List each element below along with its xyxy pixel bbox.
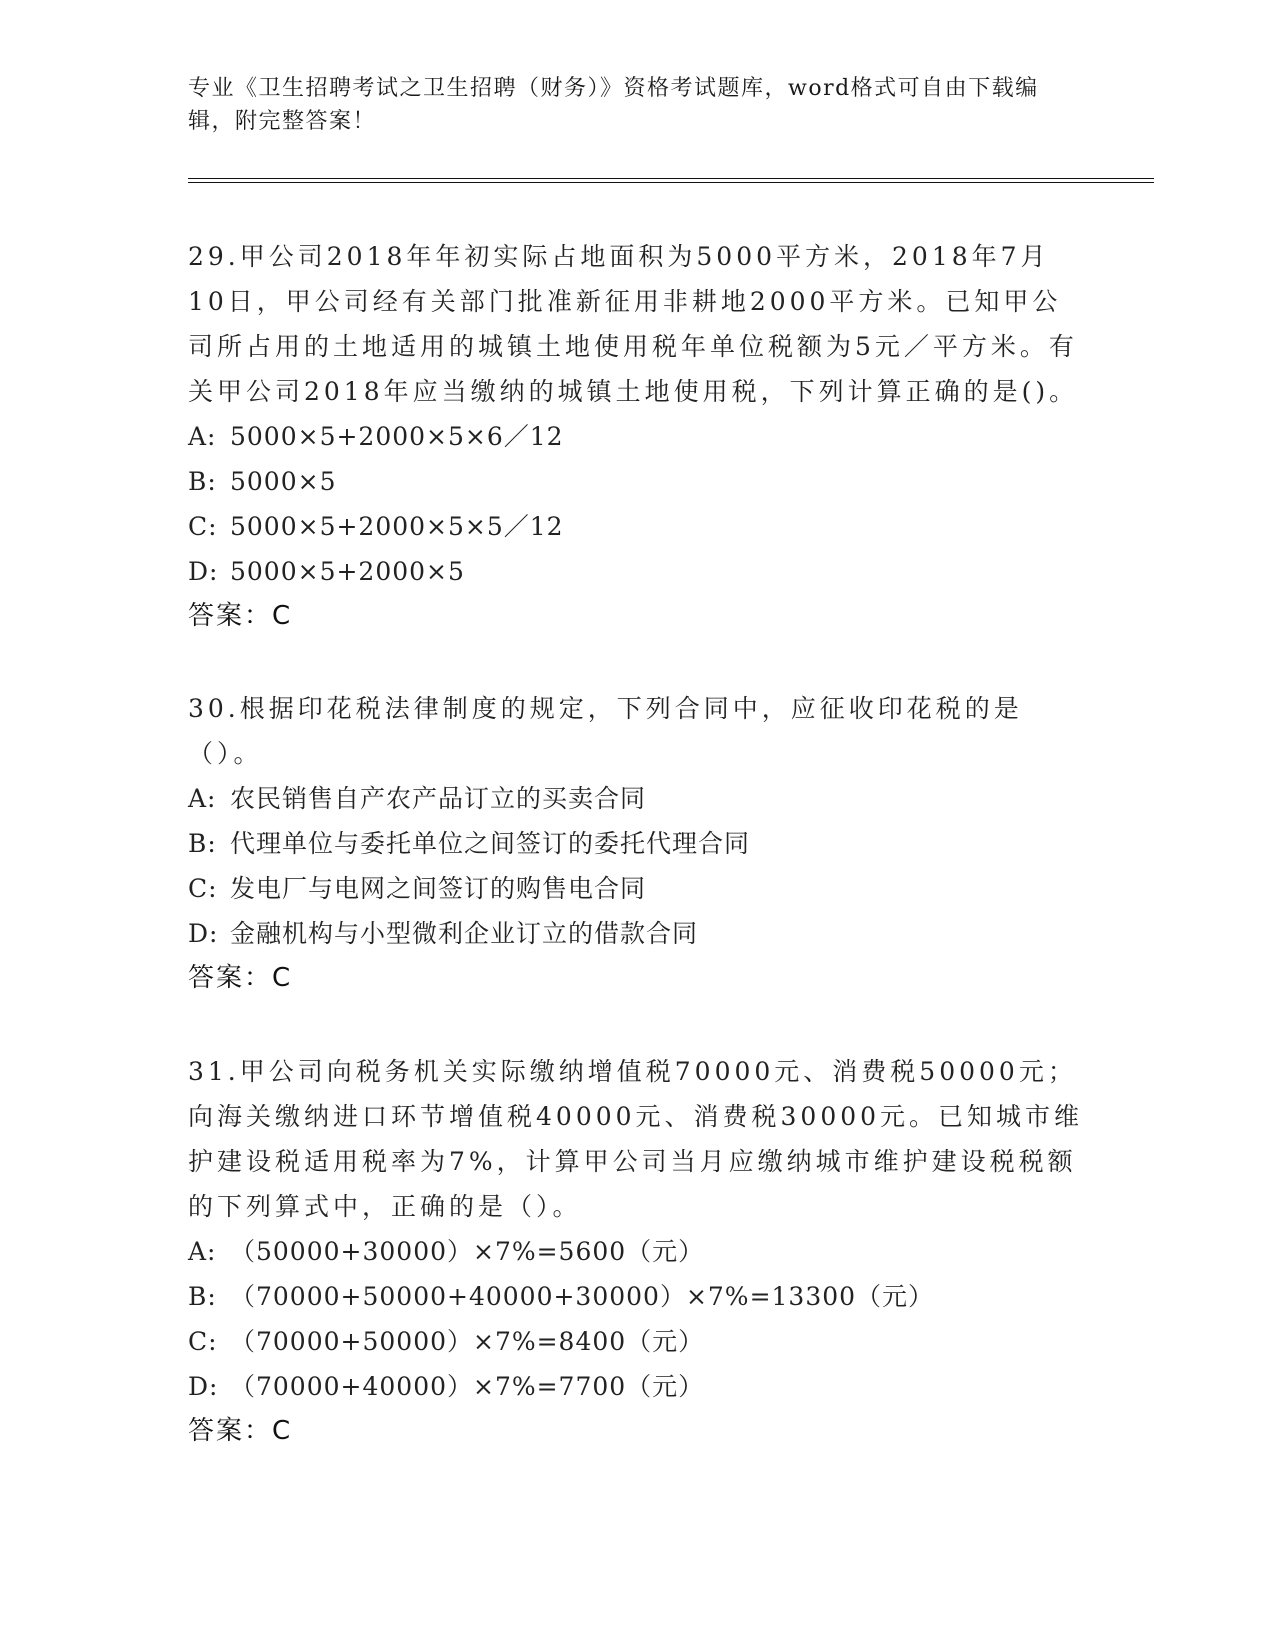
- option-letter: A:: [188, 422, 217, 451]
- option-letter: C:: [188, 874, 218, 903]
- option-a: [188, 1229, 1088, 1274]
- option-letter: A:: [188, 1237, 217, 1266]
- question-30: [188, 686, 1088, 1001]
- option-text: 发电厂与电网之间签订的购售电合同: [230, 874, 647, 903]
- option-text: 5000×5+2000×5×6／12: [230, 422, 564, 451]
- option-letter: D:: [188, 919, 219, 948]
- answer-line: 答案：C: [188, 1416, 293, 1446]
- option-letter: B:: [188, 1282, 217, 1311]
- option-b: [188, 1274, 1088, 1319]
- option-c: [188, 866, 1088, 911]
- option-letter: B:: [188, 467, 217, 496]
- option-text: （70000+50000）×7%=8400（元）: [230, 1327, 705, 1356]
- option-d: [188, 911, 1088, 956]
- header-divider-line-secondary: [188, 182, 1154, 183]
- question-31: [188, 1049, 1088, 1454]
- option-c: [188, 504, 1088, 549]
- option-b: [188, 459, 1088, 504]
- option-letter: D:: [188, 1372, 219, 1401]
- option-a: [188, 414, 1088, 459]
- question-stem: 31.甲公司向税务机关实际缴纳增值税70000元、消费税50000元；向海关缴纳进口环节增值税40000元、消费税30000元。已知城市维护建设税适用税率为7%，计算甲公司当月应缴纳城市维护建设税税额的下列算式中，正确的是（）。: [188, 1057, 1084, 1221]
- option-text: 5000×5+2000×5×5／12: [230, 512, 564, 541]
- option-text: 代理单位与委托单位之间签订的委托代理合同: [230, 829, 751, 858]
- answer-line: 答案：C: [188, 963, 293, 993]
- header-divider-line: [188, 178, 1154, 179]
- option-letter: A:: [188, 784, 217, 813]
- option-letter: C:: [188, 1327, 218, 1356]
- option-letter: D:: [188, 557, 219, 586]
- option-text: 5000×5: [230, 467, 337, 496]
- question-29: [188, 234, 1088, 639]
- option-text: （70000+40000）×7%=7700（元）: [230, 1372, 705, 1401]
- answer-line: 答案：C: [188, 601, 293, 631]
- option-text: 金融机构与小型微利企业订立的借款合同: [230, 919, 699, 948]
- option-text: 农民销售自产农产品订立的买卖合同: [230, 784, 647, 813]
- option-d: [188, 549, 1088, 594]
- question-stem: 29.甲公司2018年年初实际占地面积为5000平方米，2018年7月10日，甲公司经有关部门批准新征用非耕地2000平方米。已知甲公司所占用的土地适用的城镇土地使用税年单位税额为5元／平方米。有关甲公司2018年应当缴纳的城镇土地使用税，下列计算正确的是()。: [188, 242, 1079, 406]
- option-letter: C:: [188, 512, 218, 541]
- question-stem: 30.根据印花税法律制度的规定，下列合同中，应征收印花税的是（）。: [188, 694, 1023, 768]
- option-text: 5000×5+2000×5: [230, 557, 465, 586]
- option-letter: B:: [188, 829, 217, 858]
- option-text: （50000+30000）×7%=5600（元）: [230, 1237, 705, 1266]
- option-c: [188, 1319, 1088, 1364]
- document-header: 专业《卫生招聘考试之卫生招聘（财务）》资格考试题库，word格式可自由下载编辑，附完整答案！: [188, 76, 1039, 134]
- option-text: （70000+50000+40000+30000）×7%=13300（元）: [230, 1282, 935, 1311]
- option-a: [188, 776, 1088, 821]
- option-d: [188, 1364, 1088, 1409]
- option-b: [188, 821, 1088, 866]
